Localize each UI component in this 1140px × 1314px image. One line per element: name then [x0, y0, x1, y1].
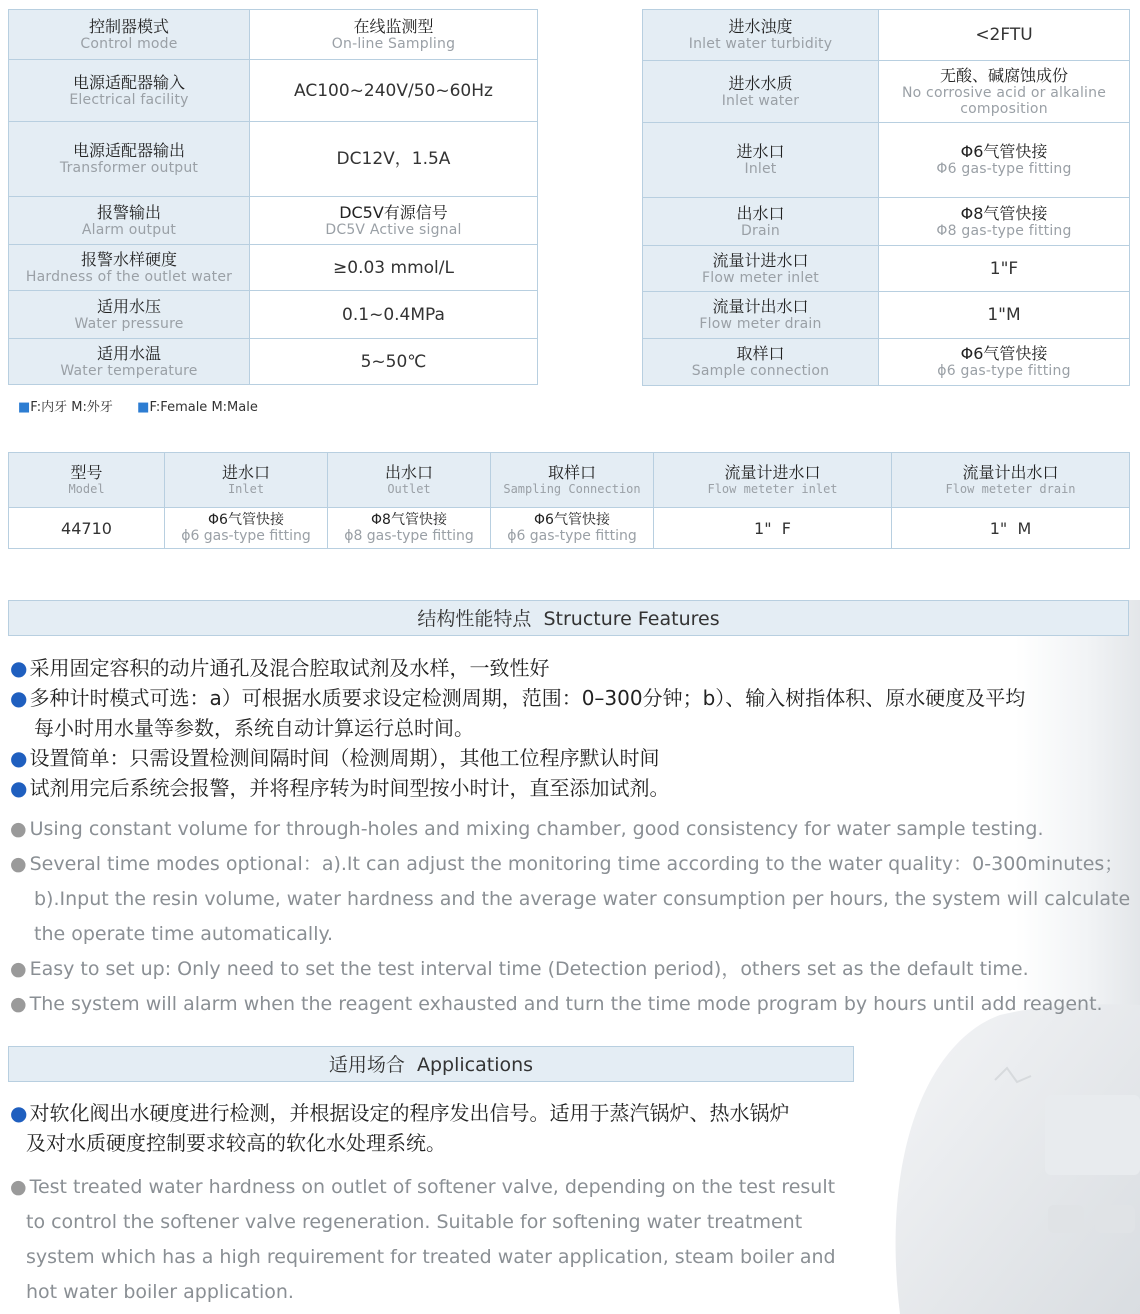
spec-row [643, 292, 1130, 339]
feature-zh-line [10, 653, 549, 683]
spec-value-cell [879, 61, 1130, 123]
cell-en: ϕ6 gas-type fitting [507, 528, 637, 544]
spec-value: 1"M [987, 305, 1021, 325]
spec-row [643, 123, 1130, 198]
spec-label-zh: 适用水压 [96, 296, 161, 316]
spec-label-zh: 电源适配器输出 [72, 141, 185, 160]
spec-value-cell [879, 292, 1130, 339]
spec-label-cell [643, 198, 879, 246]
spec-value: 在线监测型 [353, 16, 434, 36]
left-spec-table [8, 9, 538, 385]
spec-value-cell [879, 123, 1130, 198]
application-en-line [10, 1275, 294, 1310]
spec-label-en: Inlet water turbidity [688, 36, 833, 52]
spec-value: DC12V，1.5A [336, 149, 451, 169]
spec-label-cell [643, 123, 879, 198]
spec-label-en: Water temperature [60, 362, 198, 379]
feature-text: 多种计时模式可选：a）可根据水质要求设定检测周期，范围：0–300分钟；b）、输入树指体积、原水硬度及平均 [29, 686, 1026, 710]
spec-label-zh: 适用水温 [96, 343, 161, 363]
spec-label-zh: 出水口 [736, 203, 785, 223]
spec-label-en: Transformer output [59, 160, 199, 176]
model-table-header [9, 453, 1130, 508]
spec-value: AC100~240V/50~60Hz [294, 80, 493, 101]
header-cell [491, 453, 654, 508]
feature-text: Using constant volume for through-holes and mixing chamber, good consistency for water sample testing. [29, 818, 1044, 840]
spec-value: Φ8气管快接 [960, 203, 1048, 223]
bullet-icon: ● [10, 993, 27, 1015]
spec-row [643, 198, 1130, 246]
spec-value-cell [250, 197, 538, 245]
spec-value-en: Φ6 gas-type fitting [936, 161, 1072, 177]
spec-label-en: Water pressure [74, 315, 184, 332]
spec-value: DC5V有源信号 [339, 202, 448, 222]
spec-row [643, 10, 1130, 61]
header-en: Flow meteter drain [945, 482, 1076, 496]
header-en: Sampling Connection [503, 482, 641, 496]
cell-zh: Φ8气管快接 [371, 512, 447, 528]
spec-label-cell [9, 122, 250, 197]
cell-value: 1" F [754, 518, 791, 538]
spec-row [643, 246, 1130, 292]
outlet-cell [328, 508, 491, 549]
feature-text: b).Input the resin volume, water hardness and the average water consumption per hours, the system will calculate [34, 888, 1131, 910]
spec-label-en: Electrical facility [69, 91, 189, 108]
spec-label-zh: 进水口 [736, 142, 785, 161]
spec-label-zh: 流量计出水口 [712, 297, 809, 316]
header-en: Flow meteter inlet [707, 482, 838, 496]
applications-title: 适用场合 Applications [8, 1046, 854, 1082]
bullet-icon: ● [10, 958, 27, 980]
spec-label-cell [9, 291, 250, 339]
spec-label-zh: 报警输出 [96, 202, 161, 222]
sampling-cell [491, 508, 654, 549]
spec-value: 无酸、碱腐蚀成份 [939, 65, 1068, 85]
application-text: system which has a high requirement for treated water application, steam boiler and [26, 1246, 836, 1268]
header-zh: 取样口 [547, 463, 596, 482]
cell-en: ϕ6 gas-type fitting [181, 528, 311, 544]
spec-label-zh: 进水水质 [728, 73, 793, 93]
right-spec-table [642, 9, 1130, 386]
feature-text: 试剂用完后系统会报警，并将程序转为时间型按小时计，直至添加试剂。 [29, 776, 670, 800]
spec-value: Φ6气管快接 [960, 344, 1048, 363]
bullet-icon: ● [10, 746, 28, 770]
spec-label-zh: 进水浊度 [728, 17, 793, 36]
spec-value-cell [250, 10, 538, 60]
spec-row [9, 291, 538, 339]
bullet-icon: ● [10, 853, 27, 875]
feature-en-line [10, 812, 1044, 847]
spec-label-en: Flow meter inlet [702, 269, 819, 286]
header-cell [892, 453, 1130, 508]
spec-row [643, 339, 1130, 386]
spec-value-cell [879, 198, 1130, 246]
feature-text: The system will alarm when the reagent exhausted and turn the time mode program by hours until add reagent. [29, 993, 1103, 1015]
spec-label-zh: 流量计进水口 [712, 250, 809, 270]
cell-zh: Φ6气管快接 [208, 512, 284, 528]
application-zh-line [10, 1128, 446, 1158]
spec-value: 0.1~0.4MPa [342, 304, 445, 325]
application-text: Test treated water hardness on outlet of softener valve, depending on the test result [29, 1176, 836, 1198]
spec-label-en: Flow meter drain [699, 316, 822, 332]
header-en: Model [68, 482, 105, 496]
feature-zh-line [10, 683, 1025, 713]
header-zh: 流量计进水口 [724, 463, 821, 482]
application-zh-line [10, 1098, 789, 1128]
legend-square-icon: ■ [137, 400, 150, 415]
bullet-icon: ● [10, 656, 28, 680]
thread-legend [18, 396, 258, 415]
spec-label-en: Alarm output [81, 221, 177, 238]
cell-value: 1" M [989, 518, 1032, 538]
header-zh: 流量计出水口 [962, 463, 1059, 482]
feature-text: Several time modes optional：a).It can adjust the monitoring time according to the water quality：0-300minutes； [29, 853, 1124, 875]
spec-label-cell [9, 60, 250, 122]
spec-value: <2FTU [975, 25, 1033, 45]
feature-text: the operate time automatically. [34, 923, 334, 945]
spec-row [9, 197, 538, 245]
feature-en-line [10, 847, 1123, 882]
spec-value-cell [250, 291, 538, 339]
spec-value-cell [879, 339, 1130, 386]
legend-zh: F:内牙 M:外牙 [30, 400, 113, 415]
feature-en-line [10, 952, 1029, 987]
spec-label-cell [9, 245, 250, 291]
spec-label-en: Inlet [744, 161, 777, 177]
spec-label-cell [9, 10, 250, 60]
bullet-icon: ● [10, 686, 28, 710]
spec-value-cell [250, 339, 538, 385]
application-text: 对软化阀出水硬度进行检测，并根据设定的程序发出信号。适用于蒸汽锅炉、热水锅炉 [29, 1101, 790, 1125]
feature-text: 采用固定容积的动片通孔及混合腔取试剂及水样，一致性好 [29, 656, 550, 680]
model-table [8, 452, 1130, 549]
spec-value: 1"F [989, 258, 1019, 279]
spec-label-en: Sample connection [691, 363, 830, 379]
spec-value-en: No corrosive acid or alkaline composition [901, 84, 1107, 117]
application-text: to control the softener valve regeneration. Suitable for softening water treatment [26, 1211, 803, 1233]
cell-zh: Φ6气管快接 [534, 512, 610, 528]
spec-label-en: Drain [741, 222, 780, 239]
header-cell [654, 453, 892, 508]
model-cell [9, 508, 165, 549]
feature-zh-line [10, 773, 669, 803]
spec-value-en: ϕ6 gas-type fitting [937, 363, 1071, 379]
legend-en: F:Female M:Male [149, 400, 258, 415]
spec-row [9, 339, 538, 385]
spec-label-cell [9, 339, 250, 385]
feature-zh-line [10, 713, 474, 743]
header-cell [165, 453, 328, 508]
inlet-cell [165, 508, 328, 549]
spec-label-cell [9, 197, 250, 245]
spec-label-zh: 控制器模式 [88, 16, 169, 36]
structure-features-title: 结构性能特点 Structure Features [8, 600, 1129, 636]
spec-value-cell [879, 246, 1130, 292]
feature-zh-line [10, 743, 659, 773]
feature-en-line [10, 987, 1103, 1022]
spec-label-cell [643, 246, 879, 292]
spec-row [643, 61, 1130, 123]
header-zh: 型号 [70, 463, 103, 482]
header-cell [9, 453, 165, 508]
header-en: Outlet [387, 482, 431, 496]
feature-en-line [10, 882, 1130, 917]
spec-label-en: Inlet water [721, 92, 800, 109]
spec-label-zh: 报警水样硬度 [80, 249, 177, 269]
flow-drain-cell [892, 508, 1130, 549]
feature-en-line [10, 917, 333, 952]
spec-label-en: Hardness of the outlet water [25, 268, 233, 285]
bullet-icon: ● [10, 776, 28, 800]
spec-value-cell [879, 10, 1130, 61]
application-text: 及对水质硬度控制要求较高的软化水处理系统。 [26, 1131, 446, 1155]
model-number: 44710 [61, 518, 112, 538]
bullet-icon: ● [10, 1176, 27, 1198]
table-row [9, 508, 1130, 549]
header-zh: 出水口 [384, 463, 433, 482]
header-zh: 进水口 [221, 463, 270, 482]
feature-text: 设置简单：只需设置检测间隔时间（检测周期），其他工位程序默认时间 [29, 746, 660, 770]
spec-label-en: Control mode [80, 35, 178, 52]
spec-value: 5~50℃ [360, 351, 427, 372]
feature-text: 每小时用水量等参数，系统自动计算运行总时间。 [34, 716, 474, 740]
spec-label-cell [643, 339, 879, 386]
application-en-line [10, 1240, 836, 1275]
spec-value-en: Φ8 gas-type fitting [936, 222, 1072, 239]
spec-label-cell [643, 292, 879, 339]
spec-row [9, 10, 538, 60]
application-text: hot water boiler application. [26, 1281, 294, 1303]
feature-text: Easy to set up: Only need to set the test interval time (Detection period)，others set as the default time. [29, 958, 1029, 980]
spec-value: ≥0.03 mmol/L [333, 257, 454, 278]
spec-value-en: On-line Sampling [331, 35, 456, 52]
spec-value: Φ6气管快接 [960, 142, 1048, 161]
spec-label-cell [643, 61, 879, 123]
flow-inlet-cell [654, 508, 892, 549]
spec-row [9, 245, 538, 291]
bullet-icon: ● [10, 818, 27, 840]
spec-label-zh: 电源适配器输入 [72, 72, 185, 92]
spec-value-cell [250, 122, 538, 197]
header-cell [328, 453, 491, 508]
header-en: Inlet [227, 482, 265, 496]
spec-value-cell [250, 60, 538, 122]
bullet-icon: ● [10, 1101, 28, 1125]
spec-label-zh: 取样口 [736, 344, 785, 363]
legend-square-icon: ■ [18, 400, 31, 415]
spec-value-en: DC5V Active signal [325, 221, 462, 238]
spec-label-cell [643, 10, 879, 61]
spec-value-cell [250, 245, 538, 291]
spec-row [9, 60, 538, 122]
application-en-line [10, 1205, 802, 1240]
application-en-line [10, 1170, 835, 1205]
spec-row [9, 122, 538, 197]
cell-en: ϕ8 gas-type fitting [344, 528, 474, 544]
